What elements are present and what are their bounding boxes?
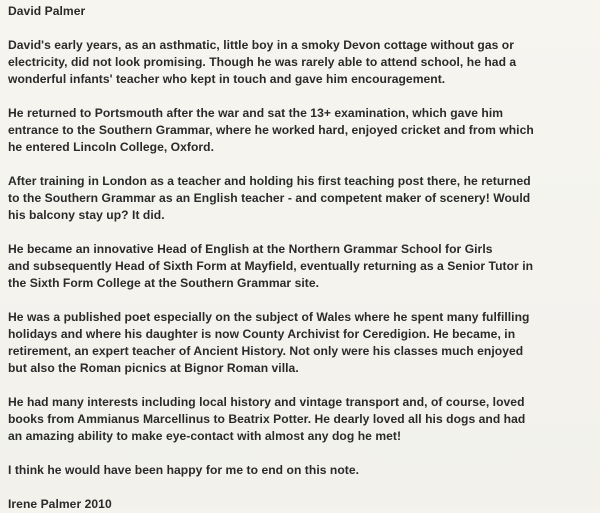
text-line: David's early years, as an asthmatic, little boy in a smoky Devon cottage without gas or (8, 38, 514, 52)
paragraph-head-of-english (8, 241, 594, 292)
text-line: books from Ammianus Marcellinus to Beatrix Potter. He dearly loved all his dogs and had (8, 412, 526, 426)
text-line: wonderful infants' teacher who kept in touch and gave him encouragement. (8, 72, 446, 86)
paragraph-closing (8, 462, 594, 479)
text-line: He became an innovative Head of English at the Northern Grammar School for Girls (8, 242, 493, 256)
text-line: entrance to the Southern Grammar, where he worked hard, enjoyed cricket and from which (8, 123, 534, 137)
document-title: David Palmer (8, 4, 86, 18)
text-line: After training in London as a teacher and holding his first teaching post there, he returned (8, 174, 531, 188)
text-line: he entered Lincoln College, Oxford. (8, 140, 215, 154)
text-line: to the Southern Grammar as an English teacher - and competent maker of scenery! Would (8, 191, 531, 205)
text-line: retirement, an expert teacher of Ancient History. Not only were his classes much enjoyed (8, 344, 524, 358)
paragraph-poet (8, 309, 594, 377)
signature: Irene Palmer 2010 (8, 497, 112, 511)
text-line: I think he would have been happy for me to end on this note. (8, 463, 360, 477)
paragraph-portsmouth (8, 105, 594, 156)
paragraph-teaching (8, 173, 594, 224)
text-line: an amazing ability to make eye-contact with almost any dog he met! (8, 429, 402, 443)
text-line: his balcony stay up? It did. (8, 208, 165, 222)
paragraph-early-years (8, 37, 594, 88)
document-body (8, 3, 594, 513)
text-line: holidays and where his daughter is now County Archivist for Ceredigion. He became, in (8, 327, 516, 341)
text-line: and subsequently Head of Sixth Form at Mayfield, eventually returning as a Senior Tutor in (8, 259, 534, 273)
paragraph-interests (8, 394, 594, 445)
text-line: He was a published poet especially on the subject of Wales where he spent many fulfilling (8, 310, 530, 324)
text-line: but also the Roman picnics at Bignor Roman villa. (8, 361, 299, 375)
text-line: He had many interests including local history and vintage transport and, of course, loved (8, 395, 525, 409)
text-line: He returned to Portsmouth after the war and sat the 13+ examination, which gave him (8, 106, 504, 120)
text-line: electricity, did not look promising. Though he was rarely able to attend school, he had a (8, 55, 517, 69)
text-line: the Sixth Form College at the Southern Grammar site. (8, 276, 320, 290)
